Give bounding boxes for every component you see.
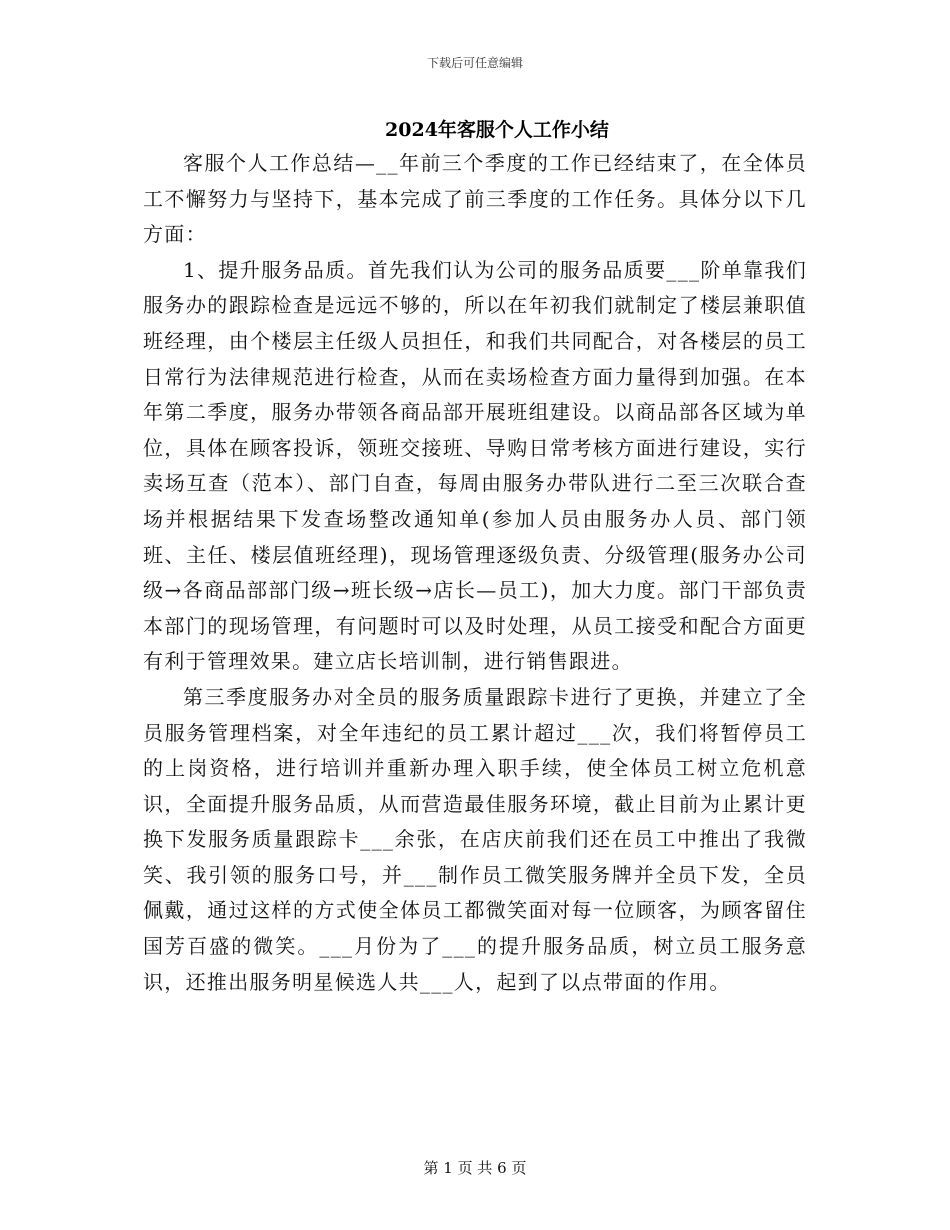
header-note: 下载后可任意编辑 <box>426 56 523 70</box>
paragraph-third-quarter: 第三季度服务办对全员的服务质量跟踪卡进行了更换，并建立了全员服务管理档案，对全年违纪的员工累计超过___次，我们将暂停员工的上岗资格，进行培训并重新办理入职手续，使全体员工树立危机意识，全面提升服务品质，从而营造最佳服务环境，截止目前为止累计更换下发服务质量跟踪卡___余张，在店庆前我们还在员工中推出了我微笑、我引领的服务口号，并___制作员工微笑服务牌并全员下发，全员佩戴，通过这样的方式使全体员工都微笑面对每一位顾客，为顾客留住国芳百盛的微笑。___月份为了___的提升服务品质，树立员工服务意识，还推出服务明星候选人共___人，起到了以点带面的作用。 <box>143 684 807 994</box>
document-title: 2024年客服个人工作小结 <box>385 119 609 141</box>
paragraph-service-quality: 1、提升服务品质。首先我们认为公司的服务品质要___阶单靠我们服务办的跟踪检查是远远不够的，所以在年初我们就制定了楼层兼职值班经理，由个楼层主任级人员担任，和我们共同配合，对各楼层的员工日常行为法律规范进行检查，从而在卖场检查方面力量得到加强。在本年第二季度，服务办带领各商品部开展班组建设。以商品部各区域为单位，具体在顾客投诉，领班交接班、导购日常考核方面进行建设，实行卖场互查（范本）、部门自查，每周由服务办带队进行二至三次联合查场并根据结果下发查场整改通知单(参加人员由服务办人员、部门领班、主任、楼层值班经理)，现场管理逐级负责、分级管理(服务办公司级→各商品部部门级→班长级→店长—员工)，加大力度。部门干部负责本部门的现场管理，有问题时可以及时处理，从员工接受和配合方面更有利于管理效果。建立店长培训制，进行销售跟进。 <box>143 257 807 674</box>
document-body <box>143 146 807 1000</box>
page-indicator: 第 1 页 共 6 页 <box>423 1159 527 1177</box>
paragraph-intro: 客服个人工作总结—__年前三个季度的工作已经结束了，在全体员工不懈努力与坚持下，基本完成了前三季度的工作任务。具体分以下几方面： <box>143 151 807 247</box>
